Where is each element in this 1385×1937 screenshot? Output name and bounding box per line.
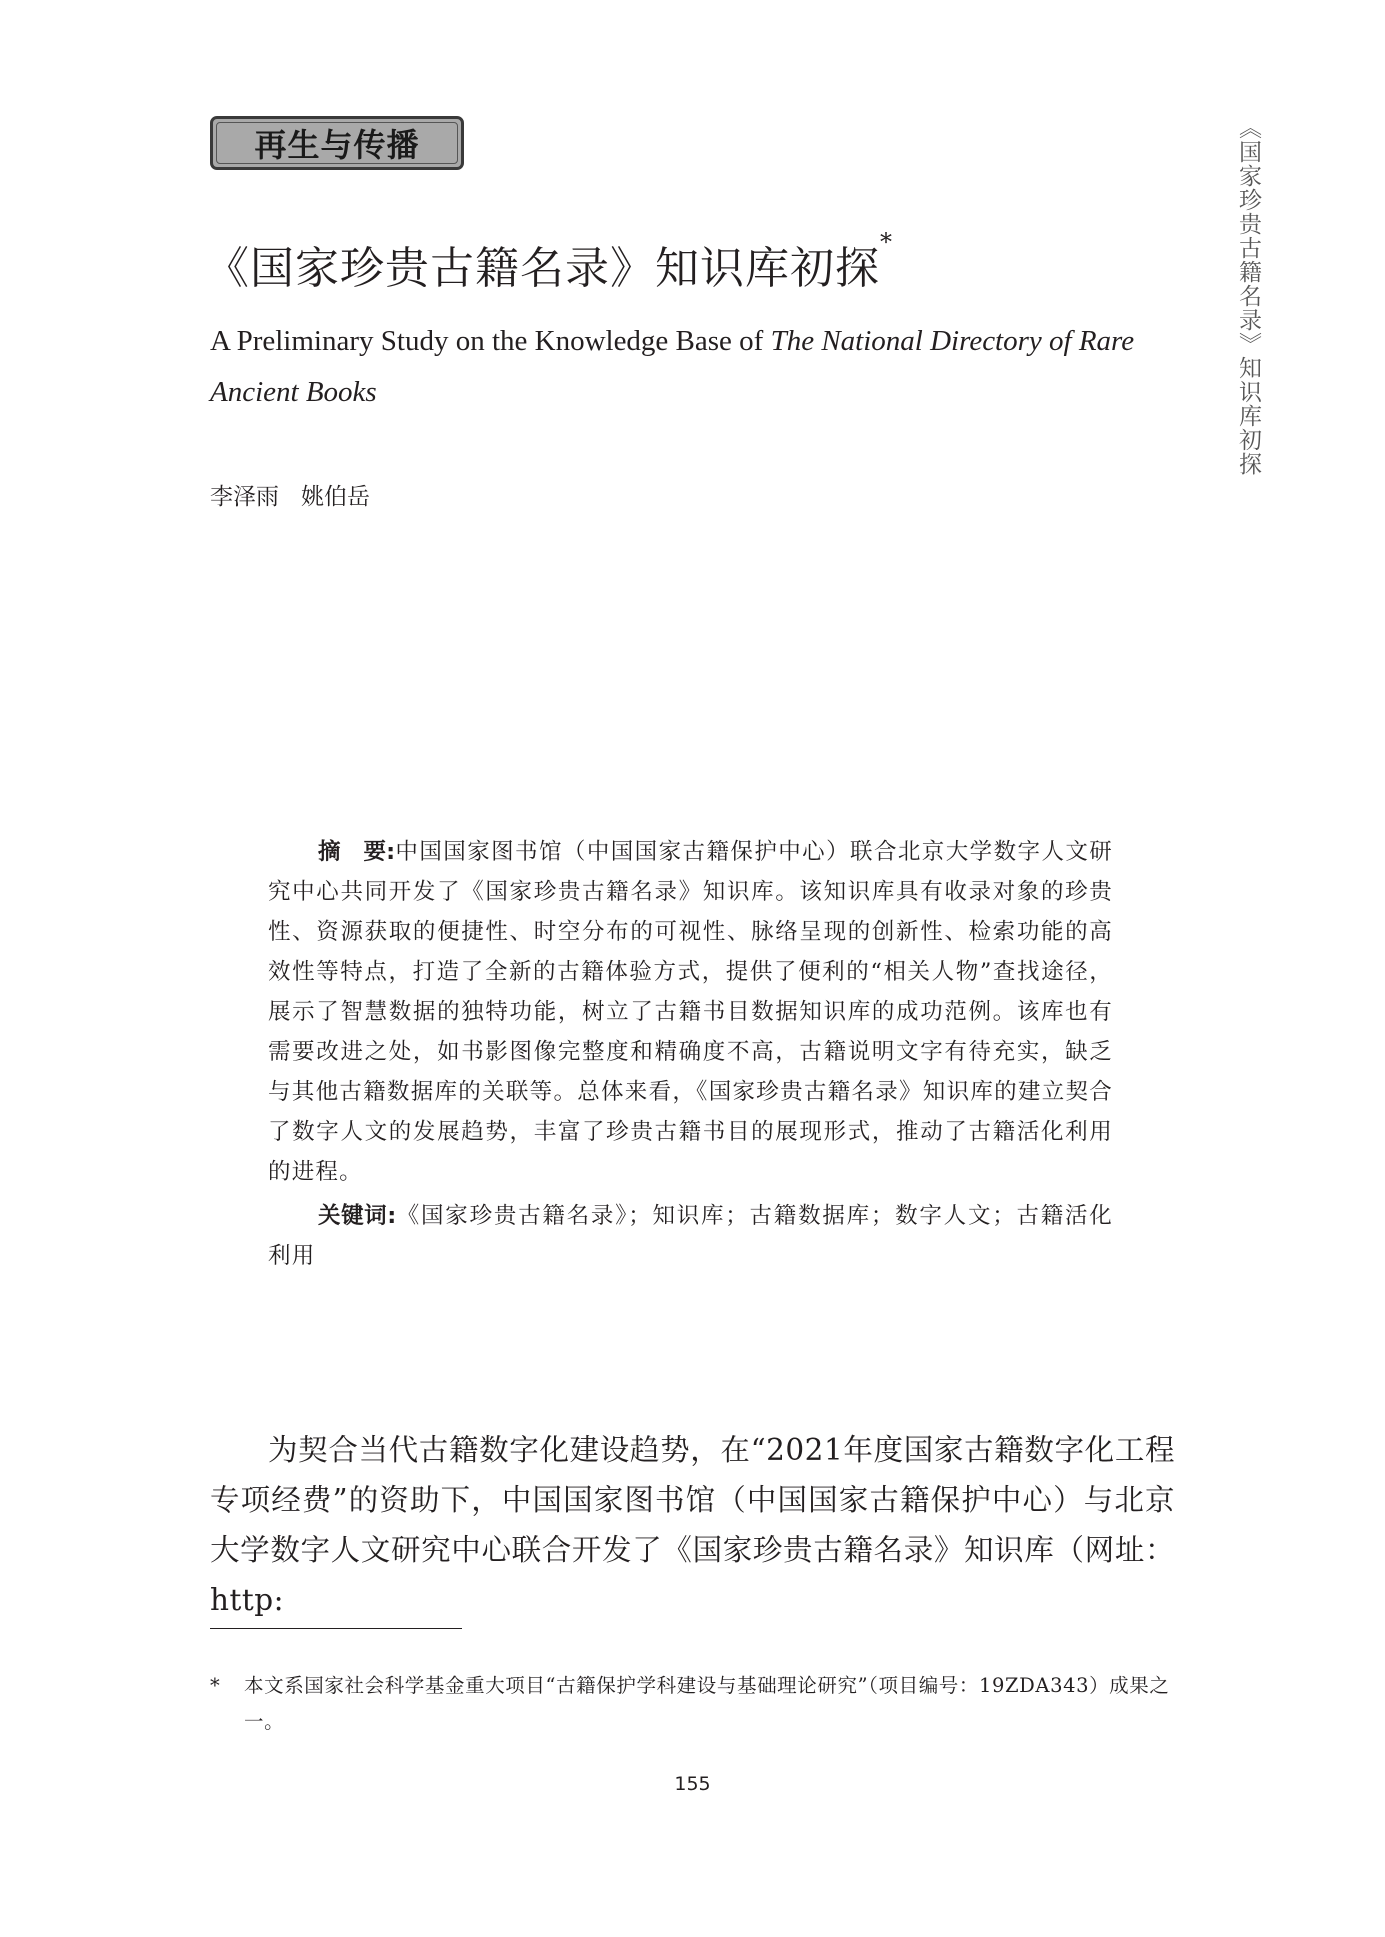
keywords-text: 《国家珍贵古籍名录》；知识库；古籍数据库；数字人文；古籍活化利用 [268, 1203, 1113, 1269]
keywords-paragraph [268, 1196, 1113, 1276]
body-paragraph: 为契合当代古籍数字化建设趋势，在“2021年度国家古籍数字化工程专项经费”的资助下，中国国家图书馆（中国国家古籍保护中心）与北京大学数字人文研究中心联合开发了《国家珍贵古籍名录》知识库（网址：http: [210, 1433, 1175, 1617]
english-title-plain: A Preliminary Study on the Knowledge Base of [210, 325, 764, 357]
abstract [268, 832, 1113, 1276]
footnote-divider [210, 1628, 462, 1629]
abstract-label: 摘 要: [318, 839, 396, 865]
section-tag-label: 再生与传播 [254, 126, 420, 164]
article-title-text: 《国家珍贵古籍名录》知识库初探 [205, 243, 880, 294]
author-name: 姚伯岳 [301, 484, 370, 510]
article-title [205, 228, 893, 296]
running-title: 《国家珍贵古籍名录》知识库初探 [1235, 116, 1261, 476]
abstract-text: 中国国家图书馆（中国国家古籍保护中心）联合北京大学数字人文研究中心共同开发了《国家珍贵古籍名录》知识库。该知识库具有收录对象的珍贵性、资源获取的便捷性、时空分布的可视性、脉络呈现的创新性、检索功能的高效性等特点，打造了全新的古籍体验方式，提供了便利的“相关人物”查找途径，展示了智慧数据的独特功能，树立了古籍书目数据知识库的成功范例。该库也有需要改进之处，如书影图像完整度和精确度不高，古籍说明文字有待充实，缺乏与其他古籍数据库的关联等。总体来看，《国家珍贵古籍名录》知识库的建立契合了数字人文的发展趋势，丰富了珍贵古籍书目的展现形式，推动了古籍活化利用的进程。 [268, 839, 1113, 1185]
author-name: 李泽雨 [210, 484, 279, 510]
title-footnote-mark[interactable]: * [880, 228, 893, 256]
footnote-text: 本文系国家社会科学基金重大项目“古籍保护学科建设与基础理论研究”（项目编号：19ZDA343）成果之一。 [244, 1674, 1170, 1733]
authors [210, 478, 370, 511]
page-number: 155 [674, 1773, 711, 1795]
keywords-label: 关键词: [318, 1203, 397, 1229]
section-tag [210, 116, 464, 170]
footnote-mark: * [210, 1674, 221, 1697]
footnote [210, 1668, 1180, 1740]
body-text [210, 1425, 1175, 1625]
abstract-paragraph [268, 832, 1113, 1192]
english-title [210, 316, 1185, 418]
english-title-italic: The National Directory of Rare Ancient Books [210, 325, 1135, 408]
